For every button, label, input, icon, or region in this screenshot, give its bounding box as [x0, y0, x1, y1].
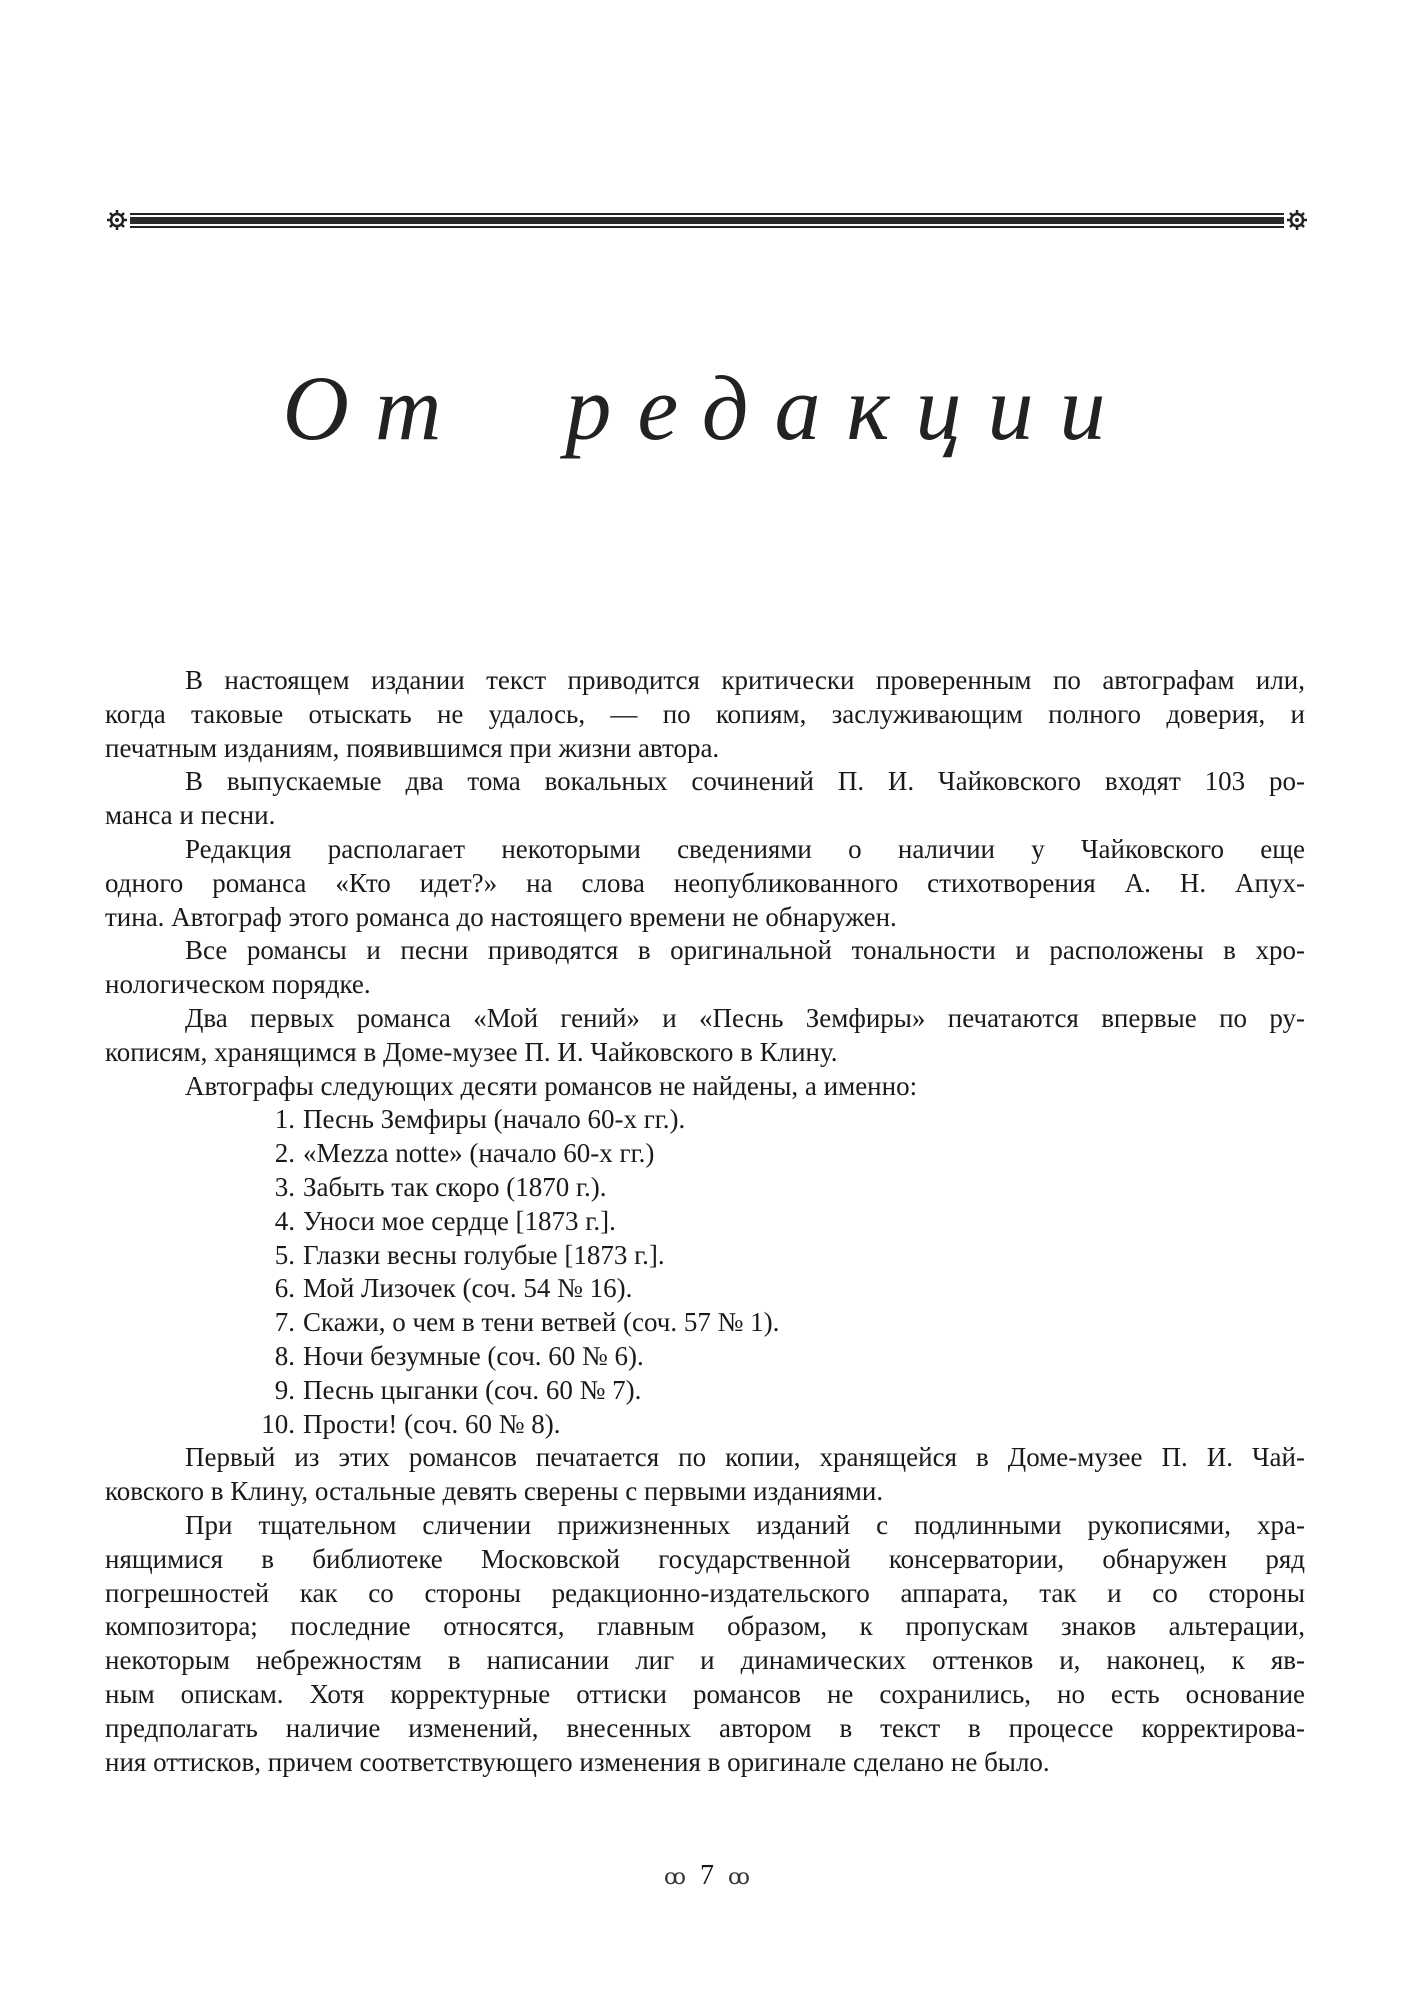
page-number-footer	[0, 1860, 1414, 1892]
list-item-number: 6.	[274, 1273, 295, 1304]
paragraph-line: Автографы следующих десяти романсов не найдены, а именно:	[185, 1070, 918, 1101]
list-item-number: 9.	[274, 1374, 295, 1405]
paragraph-line: некоторым небрежностям в написании лиг и динамических оттенков и, наконец, к яв-	[105, 1645, 1305, 1676]
list-item-text: Уноси мое сердце [1873 г.].	[303, 1205, 616, 1236]
paragraph-line: При тщательном сличении прижизненных изданий с подлинными рукописями, хра-	[185, 1509, 1305, 1540]
paragraph-line: когда таковые отыскать не удалось, — по копиям, заслуживающим полного доверия, и	[105, 698, 1305, 729]
page-title: От редакции	[282, 357, 1132, 459]
paragraph-line: ковского в Клину, остальные девять сверены с первыми изданиями.	[105, 1476, 884, 1507]
paragraph-line: погрешностей как со стороны редакционно-издательского аппарата, так и со стороны	[105, 1577, 1305, 1608]
list-item-number: 10.	[261, 1408, 295, 1439]
paragraph-line: кописям, хранящимся в Доме-музее П. И. Чайковского в Клину.	[105, 1036, 838, 1067]
paragraph-line: Редакция располагает некоторыми сведениями о наличии у Чайковского еще	[185, 833, 1305, 864]
list-item-text: Песнь цыганки (соч. 60 № 7).	[303, 1374, 642, 1405]
list-item-number: 2.	[274, 1138, 295, 1169]
list-item	[105, 1239, 1305, 1273]
list-item	[105, 1306, 1305, 1340]
list-item	[105, 1408, 1305, 1442]
list-item-number: 5.	[274, 1239, 295, 1270]
list-item	[105, 1205, 1305, 1239]
paragraph-line: одного романса «Кто идет?» на слова неопубликованного стихотворения А. Н. Апух-	[105, 867, 1305, 898]
paragraph-line: Два первых романса «Мой гений» и «Песнь Земфиры» печатаются впервые по ру-	[185, 1002, 1305, 1033]
list-item-number: 1.	[274, 1104, 295, 1135]
paragraph-line: печатным изданиям, появившимся при жизни автора.	[105, 732, 720, 763]
list-item-text: Забыть так скоро (1870 г.).	[303, 1171, 607, 1202]
list-item-text: Глазки весны голубые [1873 г.].	[303, 1239, 665, 1270]
paragraph-line: В выпускаемые два тома вокальных сочинений П. И. Чайковского входят 103 ро-	[185, 766, 1305, 797]
paragraph-line: нящимися в библиотеке Московской государственной консерватории, обнаружен ряд	[105, 1543, 1305, 1574]
list-item	[105, 1272, 1305, 1306]
gear-ornament-icon	[1286, 209, 1308, 231]
paragraph-line: тина. Автограф этого романса до настоящего времени не обнаружен.	[105, 901, 897, 932]
list-item-text: Ночи безумные (соч. 60 № 6).	[303, 1340, 644, 1371]
left-flourish-icon: ꝏ	[664, 1864, 686, 1889]
paragraph-line: Первый из этих романсов печатается по копии, хранящейся в Доме-музее П. И. Чай-	[185, 1442, 1305, 1473]
list-item-text: Прости! (соч. 60 № 8).	[303, 1408, 561, 1439]
list-item-text: «Mezza notte» (начало 60-х гг.)	[303, 1138, 655, 1169]
list-item	[105, 1103, 1305, 1137]
list-item-number: 7.	[274, 1307, 295, 1338]
gear-ornament-icon	[106, 209, 128, 231]
paragraph-line: В настоящем издании текст приводится критически проверенным по автографам или,	[185, 665, 1305, 695]
list-item	[105, 1171, 1305, 1205]
right-flourish-icon: ꝏ	[728, 1864, 750, 1889]
list-item-number: 3.	[274, 1171, 295, 1202]
page-number: 7	[700, 1860, 714, 1891]
list-item-text: Скажи, о чем в тени ветвей (соч. 57 № 1).	[303, 1307, 780, 1338]
ornamental-header-rule	[110, 211, 1304, 231]
list-item	[105, 1137, 1305, 1171]
paragraph-line: композитора; последние относятся, главным образом, к пропускам знаков альтерации,	[105, 1611, 1305, 1642]
paragraph-line: ния оттисков, причем соответствующего изменения в оригинале сделано не было.	[105, 1746, 1050, 1777]
list-item-text: Мой Лизочек (соч. 54 № 16).	[303, 1273, 633, 1304]
list-item-number: 4.	[274, 1205, 295, 1236]
paragraph-line: манса и песни.	[105, 800, 276, 831]
list-item	[105, 1340, 1305, 1374]
paragraph-line: нологическом порядке.	[105, 969, 371, 1000]
paragraph-line: Все романсы и песни приводятся в оригинальной тональности и расположены в хро-	[185, 935, 1305, 966]
list-item-number: 8.	[274, 1340, 295, 1371]
body-text	[105, 664, 1305, 1779]
paragraph-line: ным опискам. Хотя корректурные оттиски романсов не сохранились, но есть основание	[105, 1678, 1305, 1709]
list-item-text: Песнь Земфиры (начало 60-х гг.).	[303, 1104, 686, 1135]
paragraph-line: предполагать наличие изменений, внесенных автором в текст в процессе корректирова-	[105, 1712, 1305, 1743]
list-item	[105, 1374, 1305, 1408]
